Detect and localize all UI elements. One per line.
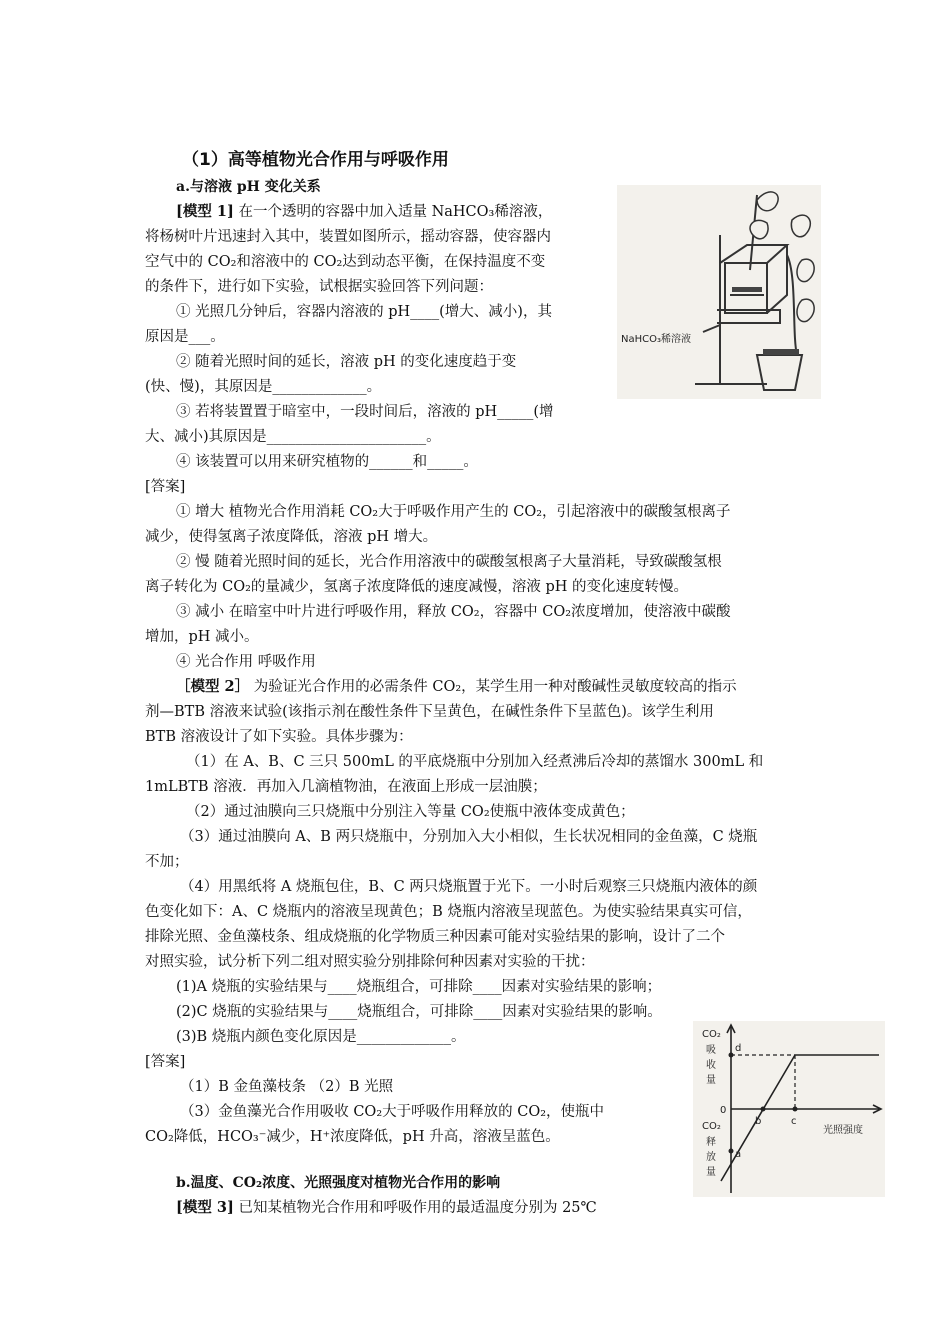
graph-y-top-2: 收 xyxy=(706,1060,716,1071)
graph-point-c: c xyxy=(791,1116,797,1127)
model1-line-4: ① 光照几分钟后，容器内溶液的 pH____(增大、减小)，其 xyxy=(176,304,552,320)
answer2-line-0: （1）B 金鱼藻枝条 （2）B 光照 xyxy=(180,1079,394,1095)
graph-y-top-3: 量 xyxy=(706,1075,716,1086)
model2-line-13: (2)C 烧瓶的实验结果与____烧瓶组合，可排除____因素对实验结果的影响。 xyxy=(176,1004,662,1020)
apparatus-label: NaHCO₃稀溶液 xyxy=(621,334,691,345)
answer1-line-1: 减少，使得氢离子浓度降低，溶液 pH 增大。 xyxy=(145,529,438,545)
model2-line-9: 色变化如下：A、C 烧瓶内的溶液呈现黄色；B 烧瓶内溶液呈现蓝色。为使实验结果真实可信， xyxy=(145,904,752,920)
model1-line-0 xyxy=(176,202,552,222)
answer-label-1: [答案] xyxy=(145,479,186,495)
model1-line-6: ② 随着光照时间的延长，溶液 pH 的变化速度趋于变 xyxy=(176,354,517,370)
model3-text: 已知某植物光合作用和呼吸作用的最适温度分别为 25℃ xyxy=(238,1200,597,1216)
apparatus-drawing xyxy=(617,185,821,399)
answer2-line-1: （3）金鱼藻光合作用吸收 CO₂大于呼吸作用释放的 CO₂，使瓶中 xyxy=(180,1104,605,1120)
model2-text: 为验证光合作用的必需条件 CO₂，某学生用一种对酸碱性灵敏度较高的指示 xyxy=(253,679,737,695)
answer1-line-3: 离子转化为 CO₂的量减少，氢离子浓度降低的速度减慢，溶液 pH 的变化速度转慢。 xyxy=(145,579,689,595)
model1-line-8: ③ 若将装置置于暗室中，一段时间后，溶液的 pH_____(增 xyxy=(176,404,554,420)
apparatus-figure xyxy=(617,185,821,399)
graph-point-d: d xyxy=(735,1043,742,1054)
model3-label: [模型 3] xyxy=(176,1199,234,1216)
model1-line-5: 原因是___。 xyxy=(145,329,225,345)
graph-y-bottom-2: 放 xyxy=(706,1152,716,1163)
model2-line-8: （4）用黑纸将 A 烧瓶包住，B、C 两只烧瓶置于光下。一小时后观察三只烧瓶内液体的颜 xyxy=(180,879,758,895)
graph-y-top-1: 吸 xyxy=(706,1045,716,1056)
model2-label: ［模型 2］ xyxy=(176,678,250,695)
model2-line-4: 1mLBTB 溶液．再加入几滴植物油，在液面上形成一层油膜； xyxy=(145,779,547,795)
model2-line-2: BTB 溶液设计了如下实验。具体步骤为： xyxy=(145,729,413,745)
graph-origin: 0 xyxy=(720,1105,727,1116)
model2-line-11: 对照实验，试分析下列二组对照实验分别排除何种因素对实验的干扰： xyxy=(145,954,595,970)
model2-line-12: (1)A 烧瓶的实验结果与____烧瓶组合，可排除____因素对实验结果的影响； xyxy=(176,979,662,995)
model1-line-10: ④ 该装置可以用来研究植物的______和_____。 xyxy=(176,454,478,470)
section-title: （1）高等植物光合作用与呼吸作用 xyxy=(182,150,449,170)
model1-line-3: 的条件下，进行如下实验，试根据实验回答下列问题： xyxy=(145,279,493,295)
model2-line-1: 剂—BTB 溶液来试验(该指示剂在酸性条件下呈黄色，在碱性条件下呈蓝色)。该学生利用 xyxy=(145,704,714,720)
model2-line-0 xyxy=(176,677,737,697)
answer1-line-2: ② 慢 随着光照时间的延长，光合作用溶液中的碳酸氢根离子大量消耗，导致碳酸氢根 xyxy=(176,554,722,570)
co2-light-graph-drawing xyxy=(693,1021,885,1197)
graph-y-bottom-0: CO₂ xyxy=(702,1121,721,1132)
graph-x-label: 光照强度 xyxy=(823,1125,863,1136)
model1-line-1: 将杨树叶片迅速封入其中，装置如图所示，摇动容器，使容器内 xyxy=(145,229,551,245)
model2-line-10: 排除光照、金鱼藻枝条、组成烧瓶的化学物质三种因素可能对实验结果的影响，设计了二个 xyxy=(145,929,725,945)
answer1-line-6: ④ 光合作用 呼吸作用 xyxy=(176,654,316,670)
graph-point-a: a xyxy=(735,1149,742,1160)
model2-line-6: （3）通过油膜向 A、B 两只烧瓶中，分别加入大小相似，生长状况相同的金鱼藻，C 烧瓶 xyxy=(180,829,758,845)
model2-line-14: (3)B 烧瓶内颜色变化原因是_____________。 xyxy=(176,1029,466,1045)
graph-y-bottom-3: 量 xyxy=(706,1167,716,1178)
model1-line-9: 大、减小)其原因是______________________。 xyxy=(145,429,441,445)
model2-line-7: 不加； xyxy=(145,854,189,870)
model3-line xyxy=(176,1198,597,1218)
answer1-line-5: 增加，pH 减小。 xyxy=(145,629,259,645)
graph-y-bottom-1: 释 xyxy=(706,1137,716,1148)
subsection-b-heading: b.温度、CO₂浓度、光照强度对植物光合作用的影响 xyxy=(176,1175,501,1191)
answer2-line-2: CO₂降低，HCO₃⁻减少，H⁺浓度降低，pH 升高，溶液呈蓝色。 xyxy=(145,1129,560,1145)
model2-line-5: （2）通过油膜向三只烧瓶中分别注入等量 CO₂使瓶中液体变成黄色； xyxy=(186,804,635,820)
answer1-line-4: ③ 减小 在暗室中叶片进行呼吸作用，释放 CO₂，容器中 CO₂浓度增加，使溶液中碳酸 xyxy=(176,604,731,620)
subsection-a-heading: a.与溶液 pH 变化关系 xyxy=(176,179,321,195)
model2-line-3: （1）在 A、B、C 三只 500mL 的平底烧瓶中分别加入经煮沸后冷却的蒸馏水 300mL 和 xyxy=(186,754,764,770)
model1-line-2: 空气中的 CO₂和溶液中的 CO₂达到动态平衡，在保持温度不变 xyxy=(145,254,546,270)
answer1-line-0: ① 增大 植物光合作用消耗 CO₂大于呼吸作用产生的 CO₂，引起溶液中的碳酸氢根离子 xyxy=(176,504,731,520)
model1-line-7: (快、慢)，其原因是_____________。 xyxy=(145,379,382,395)
model1-label: [模型 1] xyxy=(176,203,234,220)
model1-text: 在一个透明的容器中加入适量 NaHCO₃稀溶液， xyxy=(238,204,553,220)
graph-point-b: b xyxy=(755,1116,762,1127)
graph-y-top-0: CO₂ xyxy=(702,1029,721,1040)
co2-light-graph xyxy=(693,1021,885,1197)
answer-label-2: [答案] xyxy=(145,1054,186,1070)
